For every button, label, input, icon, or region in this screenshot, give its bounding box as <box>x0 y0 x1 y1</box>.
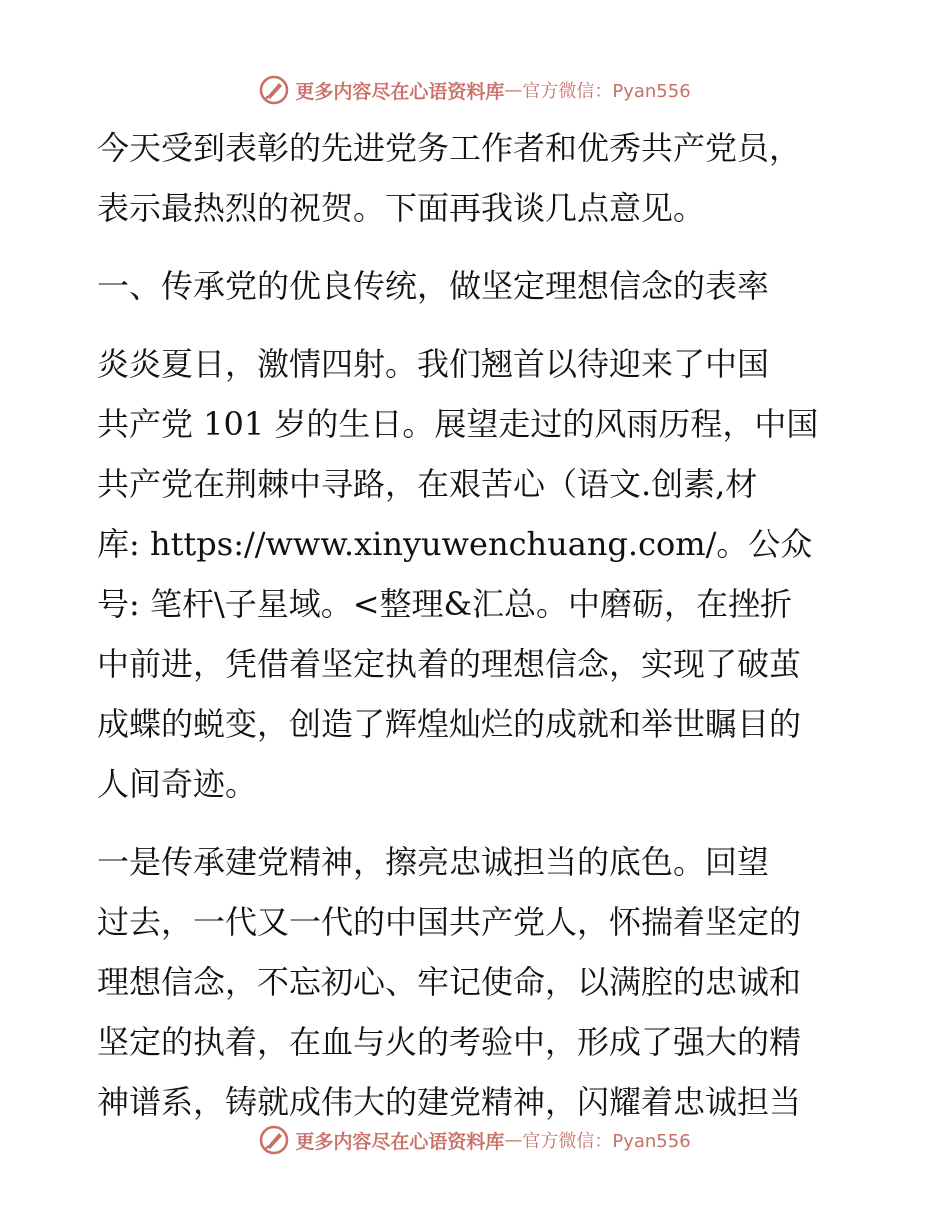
text-line: 人间奇迹。 <box>97 765 258 803</box>
heading-line: 一、传承党的优良传统，做坚定理想信念的表率 <box>97 267 770 305</box>
text-line: 神谱系，铸就成伟大的建党精神，闪耀着忠诚担当 <box>97 1083 802 1121</box>
text-line: 共产党 101 岁的生日。展望走过的风雨历程，中国 <box>97 405 819 443</box>
banner-brand-text: 更多内容尽在心语资料库 <box>295 80 505 103</box>
text-line: 库: https://www.xinyuwenchuang.com/。公众 <box>97 525 813 563</box>
text-line: 理想信念，不忘初心、牢记使命，以满腔的忠诚和 <box>97 963 802 1001</box>
banner-wechat-text: 官方微信：Pyan556 <box>522 1131 691 1152</box>
section-heading <box>97 256 857 316</box>
text-line: 成蝶的蜕变，创造了辉煌灿烂的成就和举世瞩目的 <box>97 705 802 743</box>
banner-brand-text: 更多内容尽在心语资料库 <box>295 1130 505 1153</box>
quill-logo-icon <box>259 1125 289 1155</box>
banner-separator: — <box>504 79 523 101</box>
quill-logo-icon <box>259 75 289 105</box>
text-line: 中前进，凭借着坚定执着的理想信念，实现了破茧 <box>97 645 802 683</box>
paragraph <box>97 118 857 238</box>
footer-banner <box>0 1122 950 1158</box>
paragraph <box>97 334 857 814</box>
paragraph <box>97 832 857 1132</box>
text-line: 表示最热烈的祝贺。下面再我谈几点意见。 <box>97 189 706 227</box>
banner-wechat-text: 官方微信：Pyan556 <box>522 81 691 102</box>
header-banner <box>0 72 950 108</box>
text-line: 一是传承建党精神，擦亮忠诚担当的底色。回望 <box>97 843 770 881</box>
banner-separator: — <box>504 1129 523 1151</box>
text-line: 过去，一代又一代的中国共产党人，怀揣着坚定的 <box>97 903 802 941</box>
document-body <box>97 118 857 1132</box>
text-line: 坚定的执着，在血与火的考验中，形成了强大的精 <box>97 1023 802 1061</box>
text-line: 号: 笔杆\子星域。<整理&汇总。中磨砺，在挫折 <box>97 585 793 623</box>
text-line: 共产党在荆棘中寻路，在艰苦心（语文.创素,材 <box>97 465 758 503</box>
text-line: 今天受到表彰的先进党务工作者和优秀共产党员， <box>97 129 802 167</box>
text-line: 炎炎夏日，激情四射。我们翘首以待迎来了中国 <box>97 345 770 383</box>
